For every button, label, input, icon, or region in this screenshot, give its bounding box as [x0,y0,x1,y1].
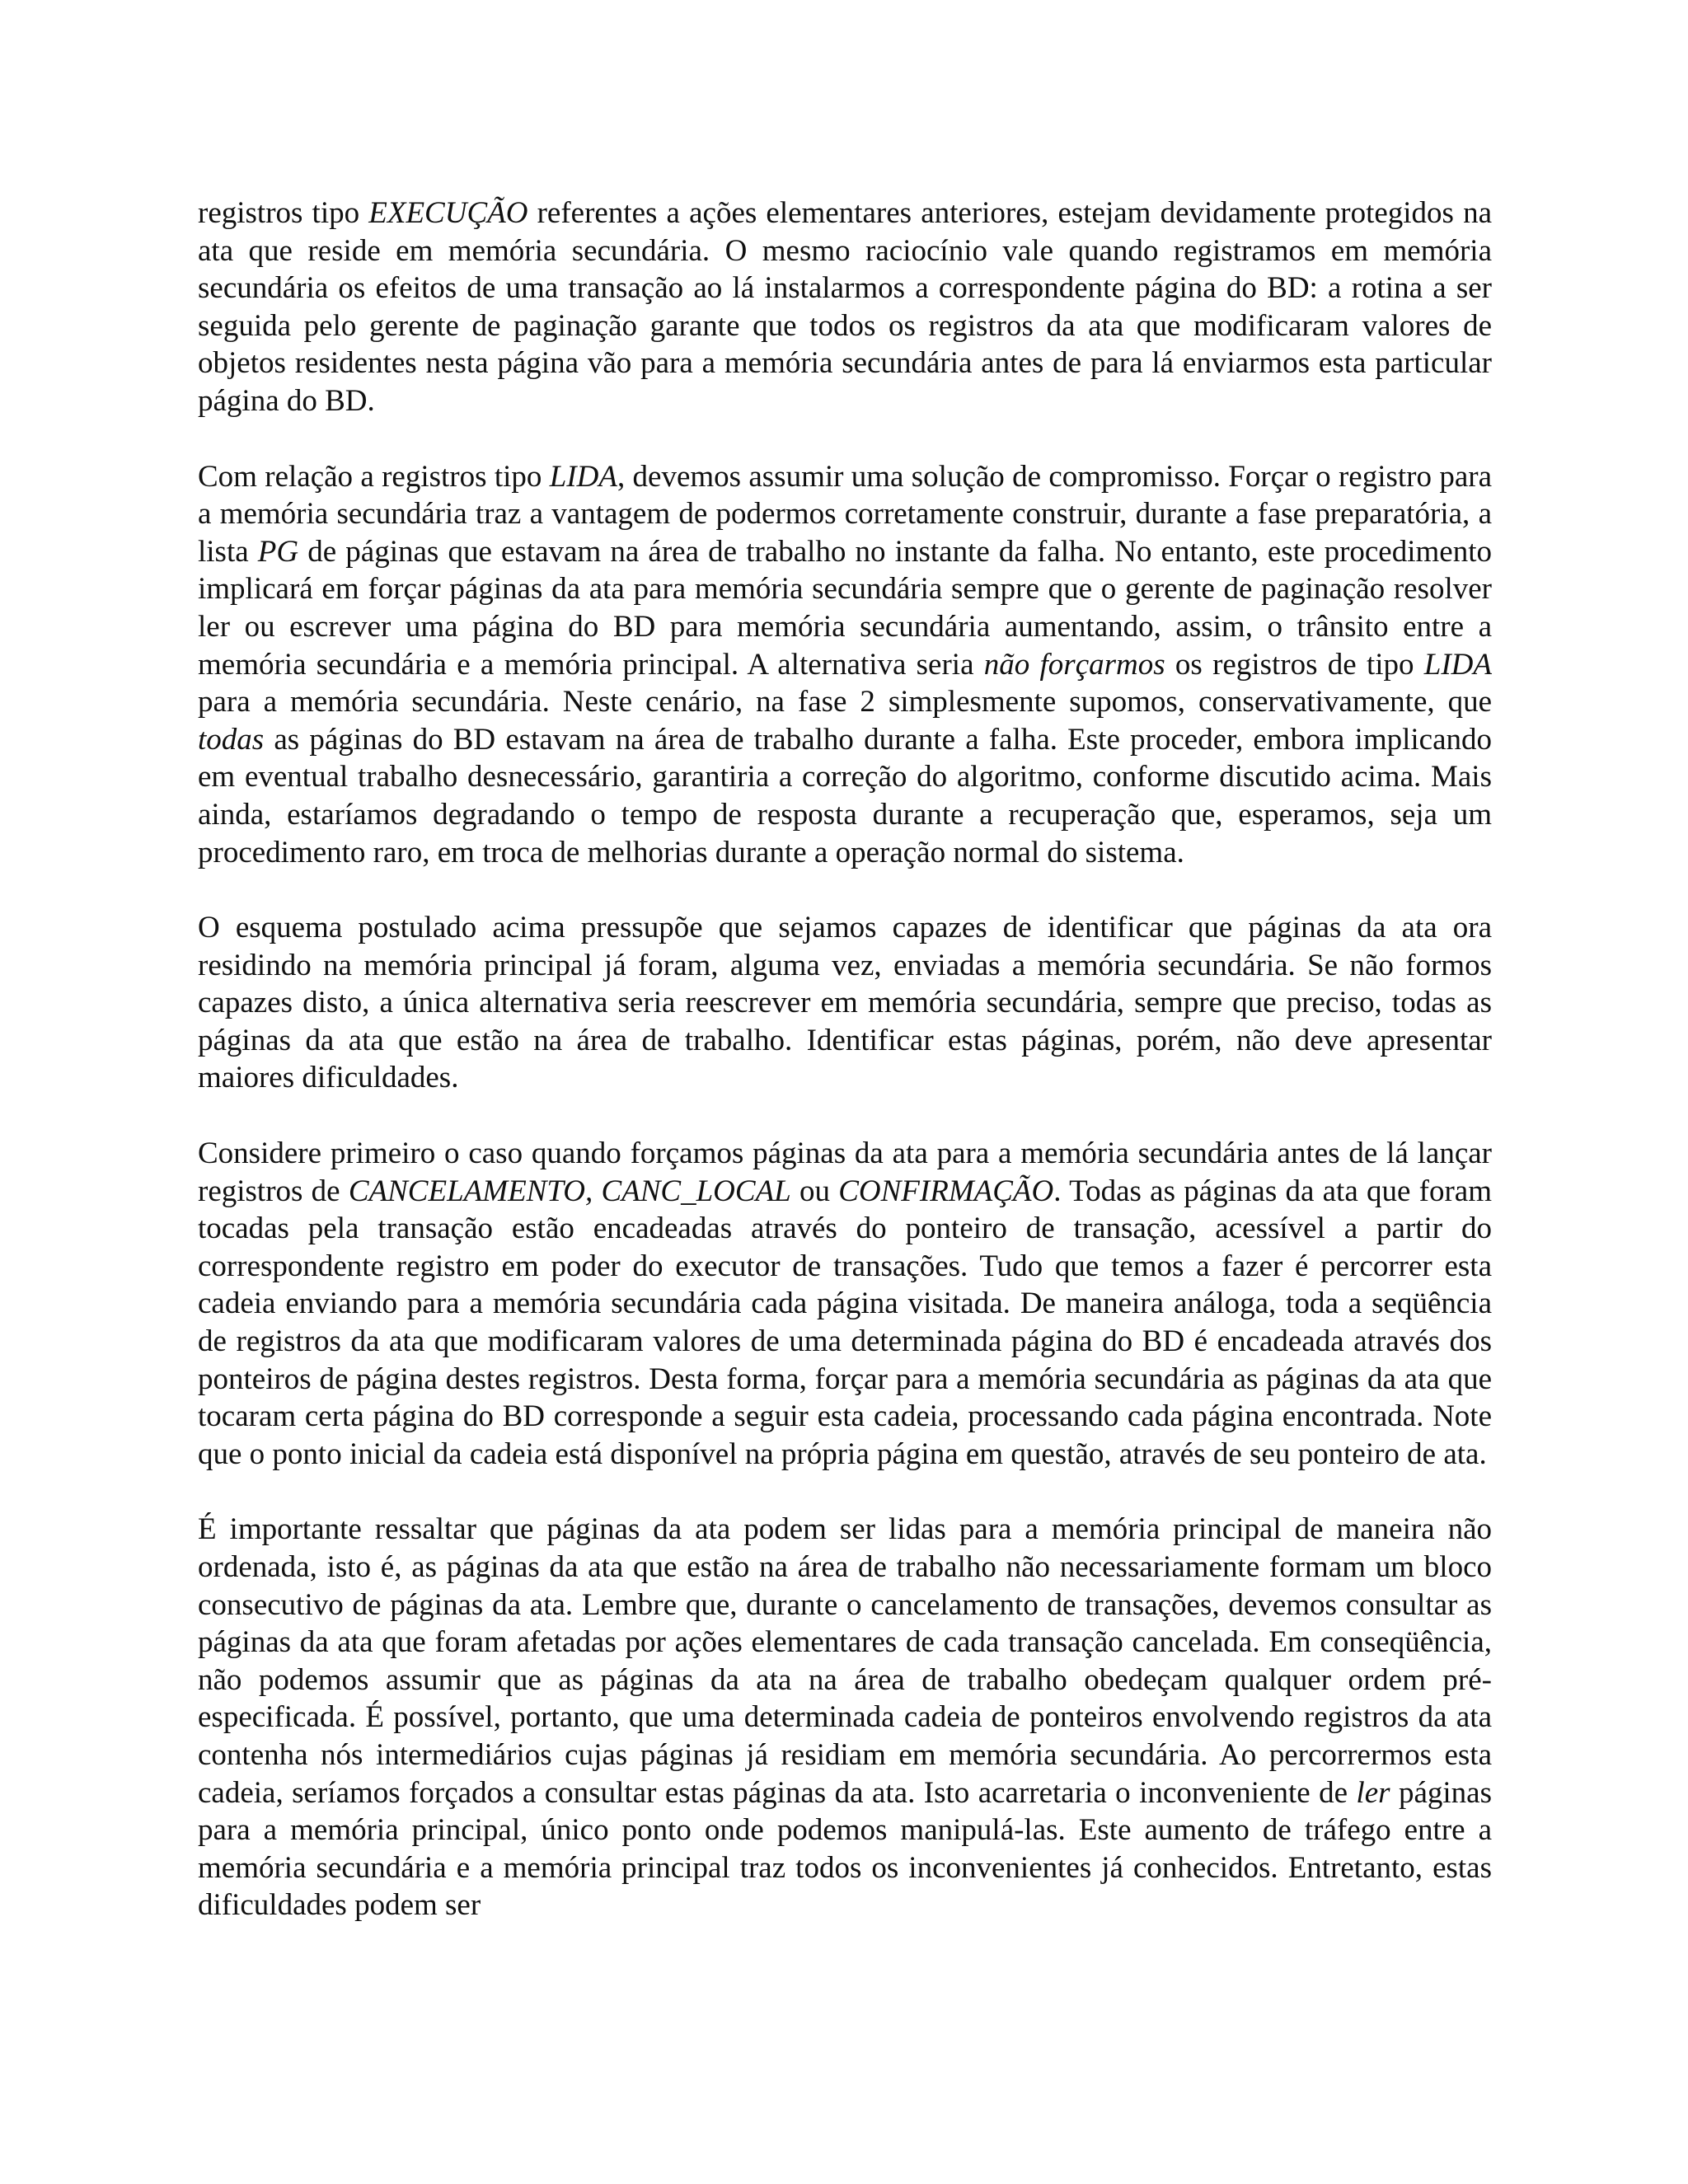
paragraph-4 [198,1135,1492,1473]
italic-term: CANCELAMENTO, CANC_LOCAL [348,1174,791,1208]
italic-term: CONFIRMAÇÃO [838,1174,1054,1208]
text-run: os registros de tipo [1165,647,1424,682]
italic-term: PG [257,534,299,569]
text-run: , devemos assumir uma solução de compromisso. Forçar o registro para a memória secundária traz a vantagem de podermos corretamente construir, durante a fase preparatória, a lista [198,459,1492,569]
text-run: . Todas as páginas da ata que foram tocadas pela transação estão encadeadas através do ponteiro de transação, acessível a partir do correspondente registro em poder do executor de transações. Tudo que temos a fazer é percorrer esta cadeia enviando para a memória secundária cada página visitada. De maneira análoga, toda a seqüência de registros da ata que modificaram valores de uma determinada página do BD é encadeada através dos ponteiros de página destes registros. Desta forma, forçar para a memória secundária as páginas da ata que tocaram certa página do BD corresponde a seguir esta cadeia, processando cada página encontrada. Note que o ponto inicial da cadeia está disponível na própria página em questão, através de seu ponteiro de ata. [198,1174,1492,1471]
paragraph-2 [198,458,1492,872]
italic-term: LIDA [1423,647,1492,682]
italic-term: todas [198,722,265,757]
text-run: É importante ressaltar que páginas da ata podem ser lidas para a memória principal de maneira não ordenada, isto é, as páginas da ata que estão na área de trabalho não necessariamente formam um bloco consecutivo de páginas da ata. Lembre que, durante o cancelamento de transações, devemos consultar as páginas da ata que foram afetadas por ações elementares de cada transação cancelada. Em conseqüência, não podemos assumir que as páginas da ata na área de trabalho obedeçam qualquer ordem pré-especificada. É possível, portanto, que uma determinada cadeia de ponteiros envolvendo registros da ata contenha nós intermediários cujas páginas já residiam em memória secundária. Ao percorrermos esta cadeia, seríamos forçados a consultar estas páginas da ata. Isto acarretaria o inconveniente de [198,1512,1492,1810]
text-run: ou [790,1174,839,1208]
paragraph-3 [198,909,1492,1097]
text-run: as páginas do BD estavam na área de trabalho durante a falha. Este proceder, embora implicando em eventual trabalho desnecessário, garantiria a correção do algoritmo, conforme discutido acima. Mais ainda, estaríamos degradando o tempo de resposta durante a recuperação que, esperamos, seja um procedimento raro, em troca de melhorias durante a operação normal do sistema. [198,722,1492,869]
italic-term: não forçarmos [983,647,1165,682]
italic-term: EXECUÇÃO [368,196,528,230]
text-run: para a memória secundária. Neste cenário, na fase 2 simplesmente supomos, conservativamente, que [198,685,1492,719]
italic-term: LIDA [549,459,617,494]
text-run: Considere primeiro o caso quando forçamos páginas da ata para a memória secundária antes de lá lançar registros de [198,1137,1492,1208]
paragraph-1 [198,194,1492,420]
text-run: Com relação a registros tipo [198,459,550,494]
text-run: O esquema postulado acima pressupõe que sejamos capazes de identificar que páginas da ata ora residindo na memória principal já foram, alguma vez, enviadas a memória secundária. Se não formos capazes disto, a única alternativa seria reescrever em memória secundária, sempre que preciso, todas as páginas da ata que estão na área de trabalho. Identificar estas páginas, porém, não deve apresentar maiores dificuldades. [198,911,1492,1095]
text-run: registros tipo [198,196,369,230]
text-run: referentes a ações elementares anteriores, estejam devidamente protegidos na ata que reside em memória secundária. O mesmo raciocínio vale quando registramos em memória secundária os efeitos de uma transação ao lá instalarmos a correspondente página do BD: a rotina a ser seguida pelo gerente de paginação garante que todos os registros da ata que modificaram valores de objetos residentes nesta página vão para a memória secundária antes de para lá enviarmos esta particular página do BD. [198,196,1492,418]
paragraph-5 [198,1511,1492,1924]
text-run: páginas para a memória principal, único ponto onde podemos manipulá-las. Este aumento de tráfego entre a memória secundária e a memória principal traz todos os inconvenientes já conhecidos. Entretanto, estas dificuldades podem ser [198,1775,1492,1923]
italic-term: ler [1356,1775,1390,1810]
document-page [198,194,1492,1924]
text-run: de páginas que estavam na área de trabalho no instante da falha. No entanto, este procedimento implicará em forçar páginas da ata para memória secundária sempre que o gerente de paginação resolver ler ou escrever uma página do BD para memória secundária aumentando, assim, o trânsito entre a memória secundária e a memória principal. A alternativa seria [198,534,1492,682]
